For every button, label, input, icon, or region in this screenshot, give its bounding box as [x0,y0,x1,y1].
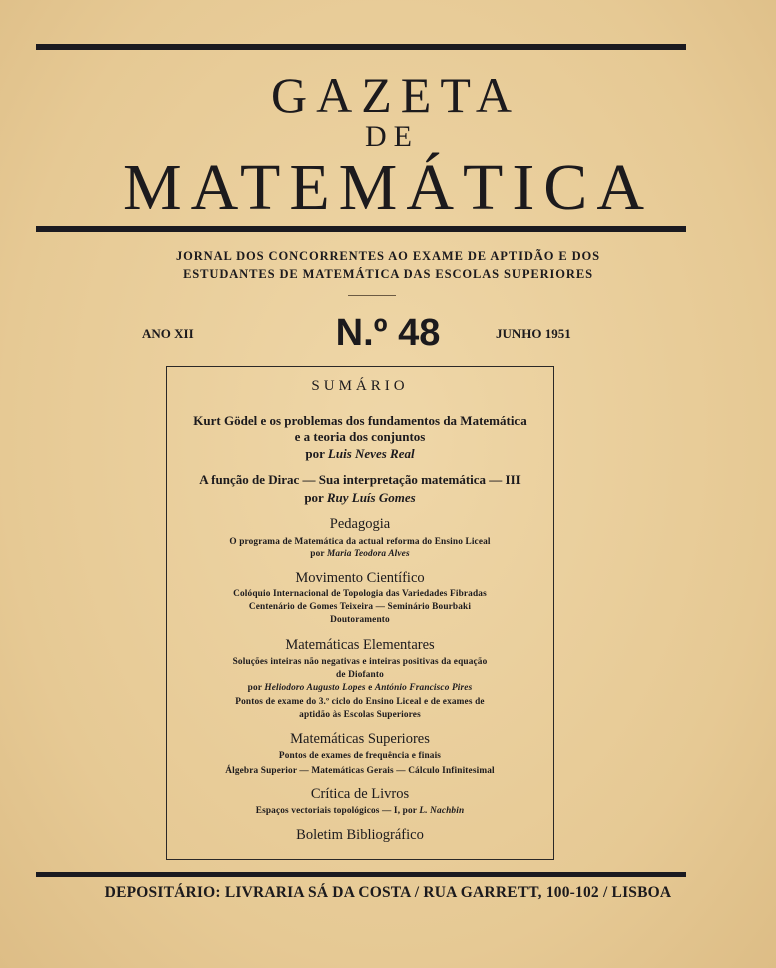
subtitle-divider [348,295,396,296]
section-boletim: Boletim Bibliográfico [296,827,424,843]
subtitle-line-2: ESTUDANTES DE MATEMÁTICA DAS ESCOLAS SUPERIORES [183,267,593,281]
article-2-title: A função de Dirac — Sua interpretação matemática — III [199,472,521,487]
masthead-title-de: DE [365,120,419,153]
movimento-line-3: Doutoramento [330,615,390,625]
subtitle-line-1: JORNAL DOS CONCORRENTES AO EXAME DE APTIDÃO E DOS [175,249,601,263]
critica-line-1 [166,806,554,816]
critica-author: L. Nachbin [419,806,465,816]
year-label: ANO XII [142,326,194,341]
elementares-line-4: aptidão às Escolas Superiores [299,710,421,720]
superiores-line-1: Pontos de exames de frequência e finais [278,751,442,761]
article-1-author: Luis Neves Real [327,446,415,461]
section-movimento: Movimento Científico [295,570,425,586]
summary-heading: SUMÁRIO [311,378,409,394]
elementares-line-1: Soluções inteiras não negativas e inteiras positivas da equação [232,657,488,667]
article-1-by: por [305,446,325,461]
article-1-title-line-1: Kurt Gödel e os problemas dos fundamentos da Matemática [193,413,527,428]
movimento-line-1: Colóquio Internacional de Topologia das Variedades Fibradas [233,589,487,599]
masthead-title-gazeta: GAZETA [271,67,521,123]
pedagogia-by: por [310,549,325,559]
elementares-and: e [368,683,373,693]
masthead-title-matematica: MATEMÁTICA [123,151,653,224]
superiores-line-2: Álgebra Superior — Matemáticas Gerais — Cálculo Infinitesimal [225,766,495,776]
article-2-by: por [304,490,324,505]
article-2-byline [166,490,554,506]
bottom-rule [36,872,686,877]
elementares-author-2: António Francisco Pires [374,683,473,693]
pedagogia-author: Maria Teodora Alves [326,549,410,559]
section-elementares: Matemáticas Elementares [285,637,435,653]
elementares-line-3: Pontos de exame do 3.º ciclo do Ensino Liceal e de exames de [235,697,485,707]
issue-date: JUNHO 1951 [496,326,571,341]
masthead-rule [36,226,686,232]
article-2-author: Ruy Luís Gomes [326,490,416,505]
critica-text: Espaços vectoriais topológicos — I, por [255,806,417,816]
top-rule [36,44,686,50]
section-critica: Crítica de Livros [310,786,410,802]
pedagogia-byline [166,549,554,559]
elementares-line-2: de Diofanto [336,670,384,680]
elementares-by: por [247,683,262,693]
elementares-byline [166,683,554,693]
article-1-byline [166,446,554,462]
section-pedagogia: Pedagogia [329,516,391,532]
elementares-author-1: Heliodoro Augusto Lopes [264,683,366,693]
movimento-line-2: Centenário de Gomes Teixeira — Seminário Bourbaki [248,602,472,612]
section-superiores: Matemáticas Superiores [290,731,430,747]
depositario-footer: DEPOSITÁRIO: LIVRARIA SÁ DA COSTA / RUA GARRETT, 100-102 / LISBOA [104,884,672,901]
issue-number: N.º 48 [335,312,441,354]
pedagogia-item: O programa de Matemática da actual reforma do Ensino Liceal [229,537,491,547]
article-1-title-line-2: e a teoria dos conjuntos [294,429,426,444]
